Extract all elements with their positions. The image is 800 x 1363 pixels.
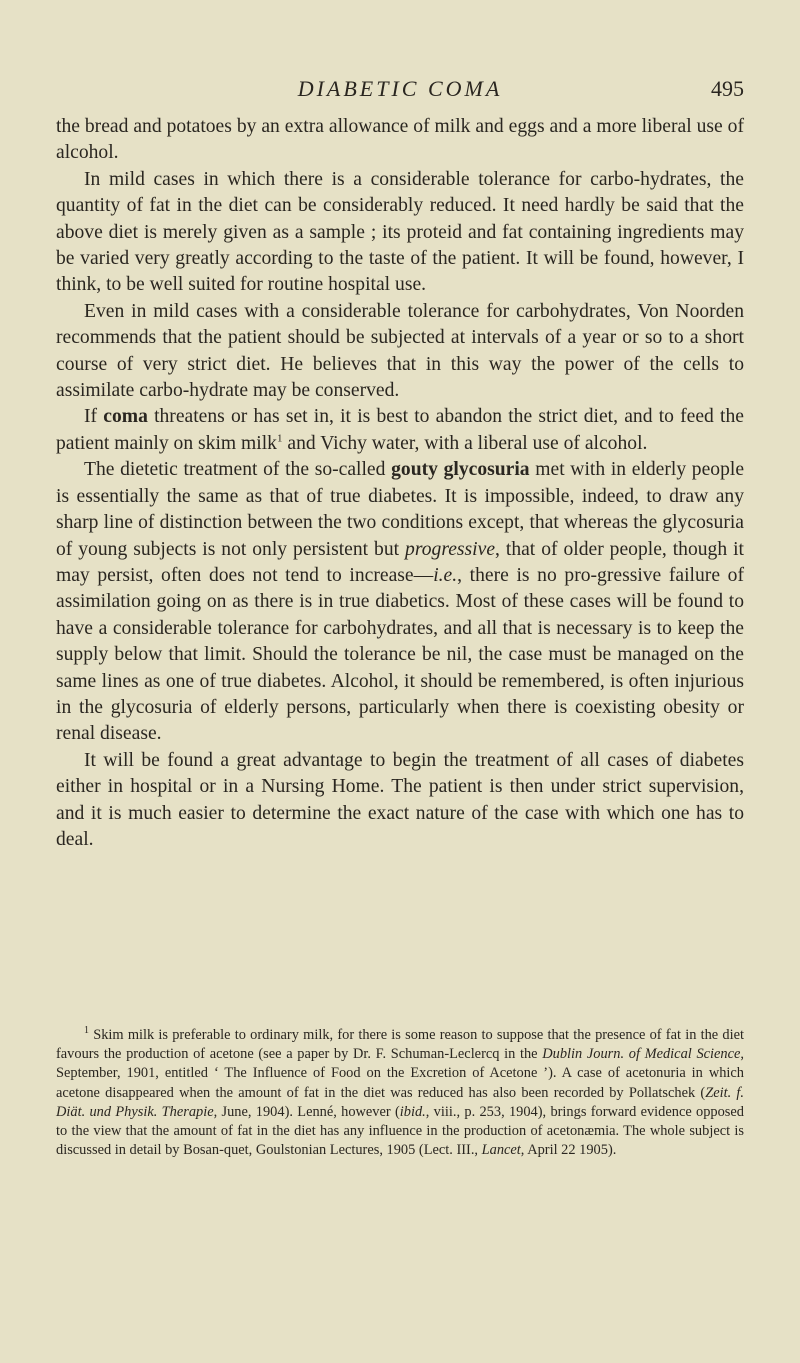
paragraph-1: the bread and potatoes by an extra allowance of milk and eggs and a more liberal use of alcohol. — [56, 116, 744, 164]
paragraph-4: If coma threatens or has set in, it is best to abandon the strict diet, and to feed the patient mainly on skim milk$^1$ and Vichy water, with a liberal use of alcohol. — [56, 406, 744, 454]
footnote-ref: 1 — [276, 432, 283, 445]
ibid-ref: ibid. — [399, 1103, 426, 1120]
journal-title: Lancet — [481, 1142, 521, 1159]
paragraph-5: The dietetic treatment of the so-called gouty glycosuria met with in elderly people is essentially the same as that of true diabetes. It is impossible, indeed, to draw any sharp line of distinction between the two conditions except, that whereas the glycosuria of young subjects is not only persistent but progressive, that of older people, though it may persist, often does not tend to increase—i.e., there is no pro-gressive failure of assimilation going on as there is in true diabetics. Most of these cases will be found to have a considerable tolerance for carbohydrates, and all that is necessary is to keep the supply below that limit. Should the tolerance be nil, the case must be managed on the same lines as one of true diabetes. Alcohol, it should be remembered, is often injurious in the glycosuria of elderly persons, particularly when there is coexisting obesity or renal disease. — [56, 459, 745, 745]
footnote-marker: 1 — [84, 1025, 89, 1037]
paragraph-2: In mild cases in which there is a considerable tolerance for carbo-hydrates, the quantity of fat in the diet can be considerably reduced. It need hardly be said that the above diet is merely given as a sample ; its proteid and fat containing ingredients may be varied very greatly according to the taste of the patient. It will be found, however, I think, to be well suited for routine hospital use. — [56, 168, 744, 296]
footnote: $^1$ Skim milk is preferable to ordinary milk, for there is some reason to suppose that the presence of fat in the diet favours the production of acetone (see a paper by Dr. F. Schuman-Leclercq in the Dublin Journ. of Medical Science, September, 1901, entitled ‘ The Influence of Food on the Excretion of Acetone ’). A case of acetonuria in which acetone disappeared when the amount of fat in the diet was reduced has also been recorded by Pollatschek (Zeit. f. Diät. und Physik. Therapie, June, 1904). Lenné, however (ibid., viii., p. 253, 1904), brings forward evidence opposed to the view that the amount of fat in the diet has any influence in the production of acetonæmia. The whole subject is discussed in detail by Bosan-quet, Goulstonian Lectures, 1905 (Lect. III., Lancet, April 22 1905). — [56, 1025, 744, 1159]
running-head — [56, 76, 744, 108]
paragraph-3: Even in mild cases with a considerable tolerance for carbohydrates, Von Noorden recommends that the patient should be subjected at intervals of a year or so to a short course of very strict diet. He believes that in this way the power of the cells to assimilate carbo-hydrate may be conserved. — [56, 300, 744, 402]
chapter-title: DIABETIC COMA — [297, 76, 503, 101]
italic-term-progressive: progressive — [405, 538, 496, 560]
journal-title: Zeit. f. Diät. und Physik. Therapie — [56, 1084, 744, 1120]
italic-term-ie: i.e. — [433, 564, 458, 586]
bold-term-coma: coma — [103, 406, 148, 428]
bold-term-gouty-glycosuria: gouty glycosuria — [391, 459, 530, 481]
paragraph-6: It will be found a great advantage to begin the treatment of all cases of diabetes either in hospital or in a Nursing Home. The patient is then under strict supervision, and it is much easier to determine the exact nature of the case with which one has to deal. — [56, 749, 744, 850]
body-text — [56, 114, 744, 853]
journal-title: Dublin Journ. of Medical Science — [542, 1046, 741, 1063]
page-number: 495 — [711, 76, 744, 101]
